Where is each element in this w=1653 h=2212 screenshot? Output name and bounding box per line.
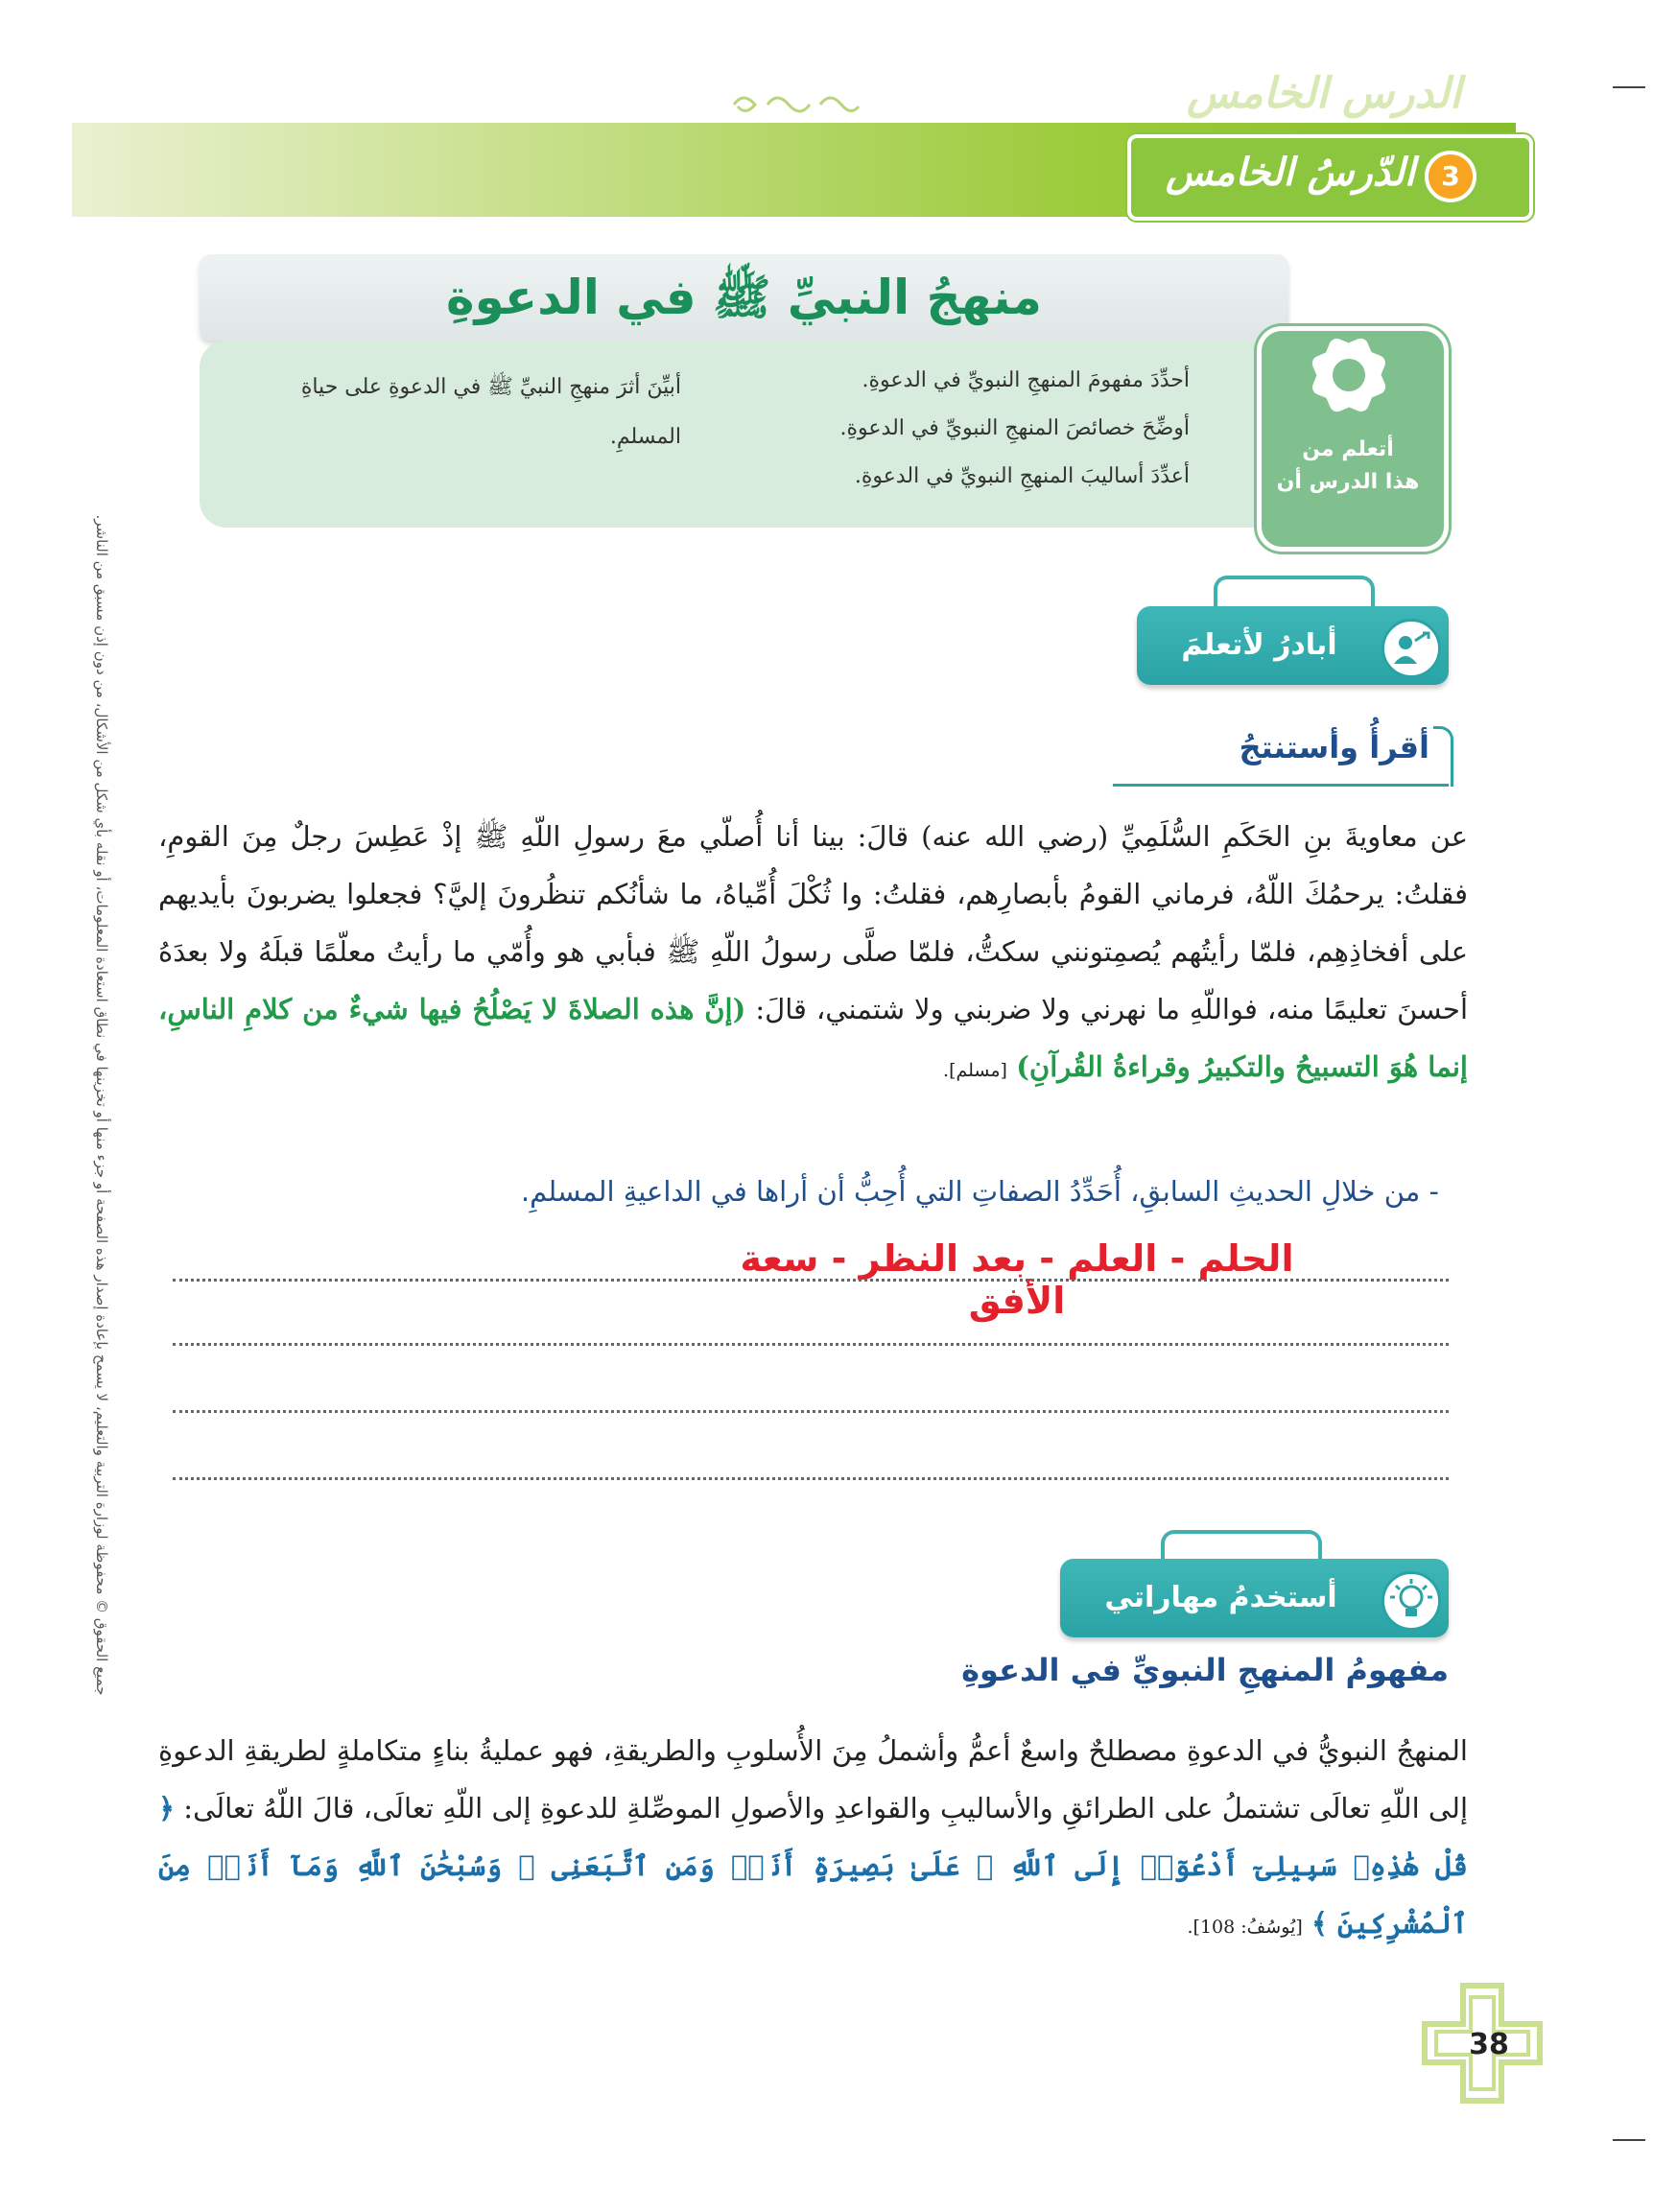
section-label: أبادرُ لأتعلمَ bbox=[1181, 628, 1337, 662]
page-number: 38 bbox=[1469, 2028, 1509, 2061]
hadith-text: عن معاويةَ بنِ الحَكَمِ السُّلَمِيِّ (رضي الله عنه) قالَ: بينا أنا أُصلّي معَ رسولِ اللّهِ ﷺ إذْ عَطِسَ رجلٌ مِنَ القومِ، فقلتُ: يرحمُكَ اللّهُ، فرماني القومُ بأبصارِهم، فقلتُ: وا ثُكْلَ أُمِّياهُ، ما شأنُكم تنظُرونَ إليَّ؟ فجعلوا يضربونَ بأيديهم على أفخاذِهِم، فلمّا رأيتُهم يُصمِتونني سكتُّ، فلمّا صلَّى رسولُ اللّهِ ﷺ فبأبي هو وأُمّي ما رأيتُ معلّمًا قبلَهُ ولا بعدَهُ أحسنَ تعليمًا منه، فواللّهِ ما نهرني ولا ضربني ولا شتمني، قالَ: bbox=[158, 820, 1469, 1025]
hadith-paragraph bbox=[158, 808, 1468, 1099]
subhead-read-conclude: أقرأُ وأستنتجُ bbox=[1239, 729, 1429, 765]
subhead-underline bbox=[1113, 784, 1449, 787]
person-pointing-icon bbox=[1381, 619, 1441, 678]
crop-mark-top bbox=[1613, 86, 1645, 88]
answer-line[interactable] bbox=[173, 1477, 1449, 1480]
objective-item: أعدِّدَ أساليبَ المنهجِ النبويِّ في الدعوةِ. bbox=[854, 464, 1190, 488]
page-title: منهجُ النبيِّ ﷺ في الدعوةِ bbox=[446, 270, 1042, 325]
concept-text: المنهجُ النبويُّ في الدعوةِ مصطلحٌ واسعٌ أعمُّ وأشملُ مِنَ الأُسلوبِ والطريقةِ، فهو عمليةُ بناءٍ متكاملةٍ لطريقةِ الدعوةِ إلى اللّهِ تعالَى تشتملُ على الطرائقِ والأساليبِ والقواعدِ والأصولِ الموصِّلةِ للدعوةِ إلى اللّهِ تعالَى، قالَ اللّهُ تعالَى: bbox=[158, 1734, 1468, 1824]
hadith-source: [مسلم]. bbox=[943, 1060, 1007, 1081]
learn-badge-line2: هذا الدرس أن bbox=[1276, 470, 1420, 494]
concept-paragraph bbox=[158, 1722, 1468, 1956]
lesson-number-badge: 3 bbox=[1425, 151, 1476, 202]
learn-badge-text bbox=[1262, 434, 1434, 499]
hadith-quote: (إنَّ هذه الصلاةَ لا يَصْلُحُ فيها شيءٌ من كلامِ الناسِ، إنما هُوَ التسبيحُ والتكبيرُ وقراءةُ القُرآنِ) bbox=[158, 993, 1468, 1083]
section-ornament-icon bbox=[1161, 1530, 1322, 1561]
objective-item: المسلمِ. bbox=[609, 425, 681, 449]
copyright-side-note: جميع الحقوق © محفوظة لوزارة التربية والتعليم، لا يسمح بإعادة إصدار هذه الصفحة أو جزء منها أو تخزينها في نطاق استعادة المعلومات، أو نقله بأي شكل من الأشكال، من دون إذن مسبق من الناشر. bbox=[93, 514, 110, 1696]
objective-item: أحدِّدَ مفهومَ المنهجِ النبويِّ في الدعوةِ. bbox=[862, 368, 1190, 392]
answer-line[interactable] bbox=[173, 1279, 1449, 1282]
subhead-corner bbox=[1433, 726, 1453, 787]
quran-source: [يُوسُفُ: 108]. bbox=[1187, 1917, 1303, 1938]
crop-mark-bottom bbox=[1613, 2139, 1645, 2141]
objectives-left-list bbox=[288, 363, 681, 462]
objectives-right-list bbox=[796, 357, 1190, 501]
lesson-title: الدّرسُ الخامس bbox=[1165, 151, 1416, 195]
answer-line[interactable] bbox=[173, 1343, 1449, 1346]
answer-text[interactable]: الحلم - العلم - بعد النظر - سعة الأفق bbox=[740, 1237, 1294, 1322]
learn-badge-line1: أتعلم من bbox=[1302, 437, 1394, 461]
question-text: - من خلالِ الحديثِ السابقِ، أُحَدِّدُ الصفاتِ التي أُحِبُّ أن أراها في الداعيةِ المسلمِ. bbox=[520, 1175, 1439, 1208]
subhead-concept: مفهومُ المنهجِ النبويِّ في الدعوةِ bbox=[961, 1652, 1449, 1688]
section-label: أستخدمُ مهاراتي bbox=[1104, 1581, 1337, 1614]
header-ghost-title: الدرس الخامس bbox=[1186, 69, 1462, 118]
section-ornament-icon bbox=[1214, 576, 1375, 606]
answer-line[interactable] bbox=[173, 1410, 1449, 1413]
swirl-ornament-icon bbox=[729, 90, 863, 119]
person-icon-svg bbox=[1384, 622, 1438, 675]
objective-item: أبيِّنَ أثرَ منهجِ النبيِّ ﷺ في الدعوةِ على حياةِ bbox=[300, 375, 681, 399]
lightbulb-icon bbox=[1381, 1571, 1441, 1631]
quran-verse: ﴿ قُلْ هَٰذِهِۦ سَبِيلِىٓ أَدْعُوٓا۟ إِلَى ٱللَّهِ ۚ عَلَىٰ بَصِيرَةٍ أَنَا۠ وَمَنِ ٱتَّبَعَنِى ۖ وَسُبْحَٰنَ ٱللَّهِ وَمَآ أَنَا۠ مِنَ ٱلْمُشْرِكِينَ ﴾ bbox=[158, 1792, 1468, 1940]
lightbulb-icon-svg bbox=[1384, 1574, 1438, 1628]
objective-item: أوضِّحَ خصائصَ المنهجِ النبويِّ في الدعوةِ. bbox=[839, 416, 1190, 440]
star-icon-center bbox=[1333, 359, 1365, 391]
